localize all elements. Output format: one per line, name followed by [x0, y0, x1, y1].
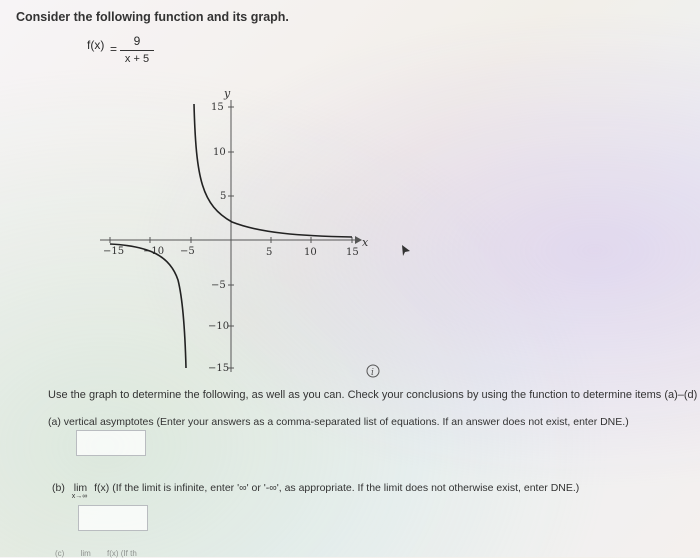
part-b-label: (b) — [52, 482, 65, 494]
y-tick-label: −5 — [211, 280, 226, 291]
x-tick-label: 10 — [304, 247, 317, 258]
limit-subscript: x→∞ — [71, 493, 88, 500]
y-axis-label: y — [224, 87, 231, 100]
x-tick-label: −5 — [180, 246, 195, 257]
part-b-text: (If the limit is infinite, enter '∞' or '-∞', as appropriate. If the limit does not otherwise exist, enter DNE.) — [112, 482, 580, 494]
x-tick-label: −10 — [143, 246, 165, 257]
svg-text:i: i — [371, 368, 374, 378]
x-axis-label: x — [362, 236, 369, 249]
curve-right-branch — [194, 104, 352, 237]
equals-sign: = — [110, 42, 118, 56]
part-a-label: (a) — [48, 416, 61, 428]
part-b-answer-input[interactable] — [78, 505, 148, 531]
part-c-partial: (c) lim f(x) (If th — [55, 549, 137, 558]
y-tick-label: 15 — [211, 102, 224, 113]
y-tick-label: 5 — [220, 191, 227, 202]
function-lhs: f(x) — [87, 38, 105, 52]
part-a — [48, 416, 629, 428]
x-tick-label: 15 — [346, 247, 359, 258]
x-tick-label: 5 — [266, 247, 273, 258]
question-intro: Consider the following function and its graph. — [16, 10, 289, 24]
y-tick-label: −10 — [208, 321, 230, 332]
y-tick-label: 10 — [213, 147, 226, 158]
part-b — [52, 482, 580, 500]
y-tick-label: −15 — [208, 363, 230, 374]
curve-left-branch — [110, 244, 186, 368]
info-icon[interactable] — [367, 365, 379, 378]
part-b-expression: f(x) — [94, 482, 110, 494]
limit-notation: lim x→∞ — [71, 482, 88, 500]
cursor-icon — [402, 245, 410, 256]
fraction-numerator: 9 — [120, 34, 154, 51]
part-a-answer-input[interactable] — [76, 430, 146, 456]
instructions-text: Use the graph to determine the following, as well as you can. Check your conclusions by using the function to determine items (a)–(d) — [48, 389, 698, 401]
part-a-text: vertical asymptotes (Enter your answers as a comma-separated list of equations. If an answer does not exist, enter DNE.) — [63, 416, 629, 428]
x-tick-label: −15 — [103, 246, 125, 257]
fraction-denominator: x + 5 — [124, 53, 150, 65]
x-axis-arrow — [355, 236, 362, 244]
